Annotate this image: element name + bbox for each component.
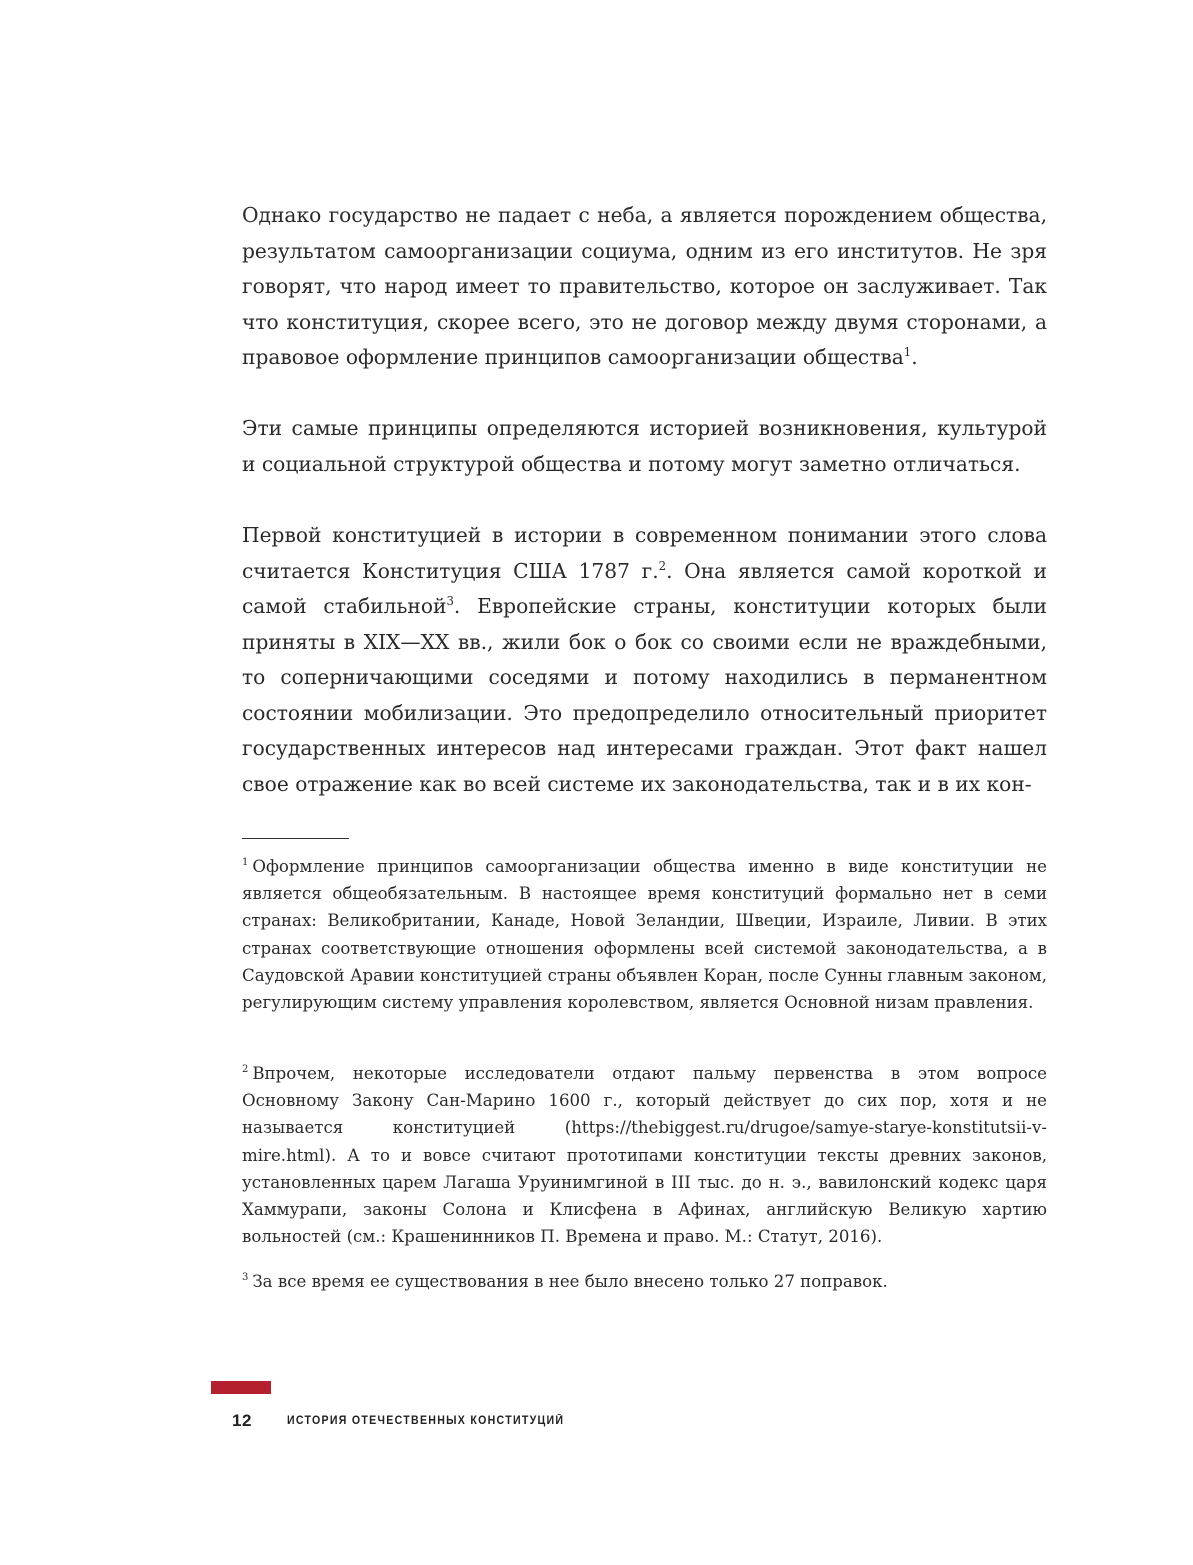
accent-bar (211, 1381, 271, 1394)
footnote-3 (242, 1268, 1047, 1295)
footnote-2-number: 2 (242, 1063, 249, 1075)
paragraph-2: Эти самые принципы определяются историей возникновения, культурой и социальной структурой общества и потому могут заметно отличаться. (242, 416, 1047, 476)
page-number: 12 (232, 1411, 252, 1430)
footnote-1-text: Оформление принципов самоорганизации общества именно в виде конституции не является общеобязательным. В настоящее время конституций формально нет в семи странах: Великобритании, Канаде, Новой Зеландии, Швеции, Израиле, Ливии. В этих странах соответствующие отношения оформлены всей системой законодательства, а в Саудовской Аравии конституцией страны объявлен Коран, после Сунны главным законом, регулирующим систему управления королевством, является Основной низам правления. (242, 857, 1047, 1013)
paragraph-1: Однако государство не падает с неба, а является порождением общества, результатом самоорганизации социума, одним из его институтов. Не зря говорят, что народ имеет то правительство, которое он заслуживает. Так что конституция, скорее всего, это не договор между двумя сторонами, а правовое оформление принципов самоорганизации общества$^1$. (242, 203, 1047, 369)
footnote-3-number: 3 (242, 1271, 249, 1283)
footnote-divider (242, 838, 349, 839)
footnote-2 (242, 1060, 1047, 1250)
paragraph-3: Первой конституцией в истории в современном понимании этого слова считается Конституция США 1787 г.$^2$. Она является самой короткой и самой стабильной$^3$. Европейские страны, конституции которых были приняты в XIX—XX вв., жили бок о бок со своими если не враждебными, то соперничающими соседями и потому находились в перманентном состоянии мобилизации. Это предопределило относительный приоритет государственных интересов над интересами граждан. Этот факт нашел свое отражение как во всей системе их законодательства, так и в их кон- (242, 523, 1047, 796)
running-title: ИСТОРИЯ ОТЕЧЕСТВЕННЫХ КОНСТИТУЦИЙ (287, 1415, 565, 1427)
footnote-ref-2[interactable]: 2 (658, 558, 667, 573)
footnote-ref-3[interactable]: 3 (446, 593, 454, 608)
footnote-1-number: 1 (242, 856, 249, 868)
paragraph-1-text: Однако государство не падает с неба, а является порождением общества, результатом самоорганизации социума, одним из его институтов. Не зря говорят, что народ имеет то правительство, которое он заслуживает. Так что конституция, скорее всего, это не договор между двумя сторонами, а правовое оформление принципов самоорганизации общества (242, 203, 1047, 369)
footnote-ref-1[interactable]: 1 (903, 344, 912, 359)
footnote-3-text: За все время ее существования в нее было внесено только 27 поправок. (252, 1272, 888, 1291)
footnote-2-text: Впрочем, некоторые исследователи отдают пальму первенства в этом вопросе Основному Закону Сан-Марино 1600 г., который действует до сих пор, хотя и не называется конституцией (https://thebiggest.ru/drugoe/samye-starye-konstitutsii-v-mire.html). А то и вовсе считают прототипами конституции тексты древних законов, установленных царем Лагаша Уруинимгиной в III тыс. до н. э., вавилонский кодекс царя Хаммурапи, законы Солона и Клисфена в Афинах, английскую Великую хартию вольностей (см.: Крашенинников П. Времена и право. М.: Статут, 2016). (242, 1064, 1047, 1247)
footnote-1 (242, 853, 1047, 1016)
